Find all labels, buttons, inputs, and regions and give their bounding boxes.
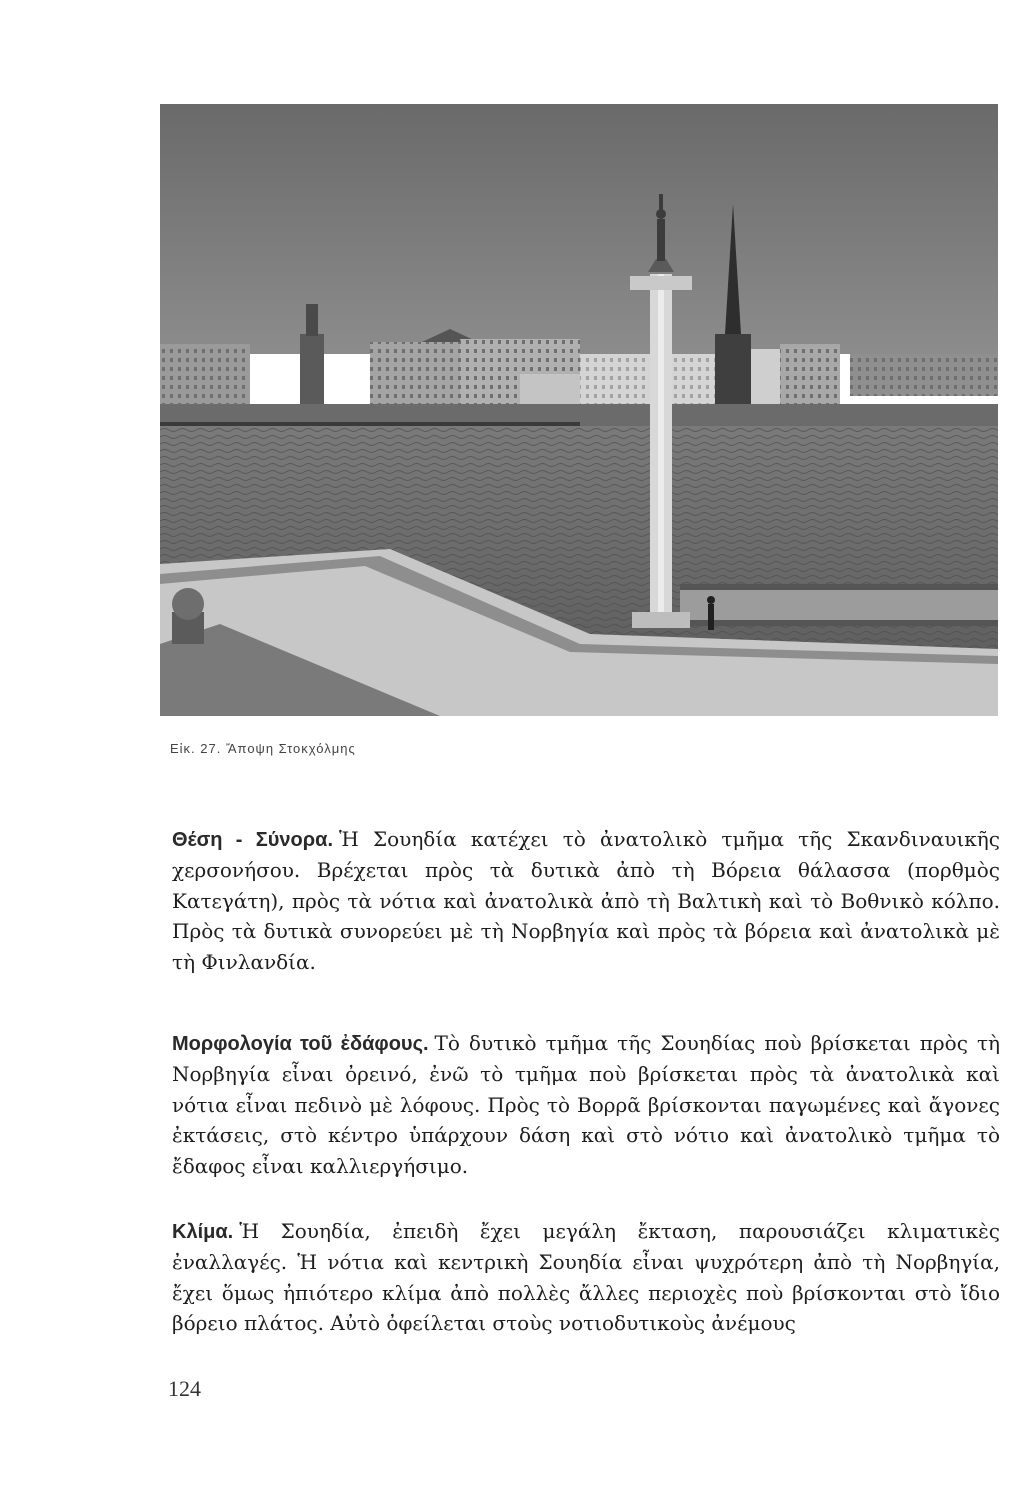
section-position-borders	[172, 824, 1000, 977]
page-number: 124	[168, 1376, 201, 1401]
section-heading: Κλίμα.	[172, 1221, 234, 1243]
stockholm-photo	[160, 104, 998, 716]
section-morphology	[172, 1028, 1000, 1181]
section-climate	[172, 1216, 1000, 1339]
section-text: Ἡ Σουηδία κατέχει τὸ ἀνατολικὸ τμῆμα τῆς Σκανδιναυικῆς χερσονήσου. Βρέχεται πρὸς τὰ δυτικὰ ἀπὸ τὴ Βόρεια θάλασσα (πορθμὸς Κατεγάτη), πρὸς τὰ νότια καὶ ἀνατολικὰ ἀπὸ τὴ Βαλτικὴ καὶ τὸ Βοθνικὸ κόλπο. Πρὸς τὰ δυτικὰ συνορεύει μὲ τὴ Νορβηγία καὶ πρὸς τὰ βόρεια καὶ ἀνατολικὰ μὲ τὴ Φινλανδία.	[172, 827, 1000, 974]
figure-caption: Εἰκ. 27. Ἄποψη Στοκχόλμης	[170, 741, 356, 756]
balustrade	[680, 584, 998, 626]
section-text: Τὸ δυτικὸ τμῆμα τῆς Σουηδίας ποὺ βρίσκεται πρὸς τὴ Νορβηγία εἶναι ὀρεινό, ἐνῶ τὸ τμῆμα ποὺ βρίσκεται πρὸς τὰ ἀνατολικὰ καὶ νότια εἶναι πεδινὸ μὲ λόφους. Πρὸς τὸ Βορρᾶ βρίσκονται παγωμένες καὶ ἄγονες ἐκτάσεις, στὸ κέντρο ὑπάρχουν δάση καὶ στὸ νότιο καὶ ἀνατολικὸ τμῆμα τὸ ἔδαφος εἶναι καλλιεργήσιμο.	[172, 1031, 1000, 1178]
section-text: Ἡ Σουηδία, ἐπειδὴ ἔχει μεγάλη ἔκταση, παρουσιάζει κλιματικὲς ἐναλλαγές. Ἡ νότια καὶ κεντρικὴ Σουηδία εἶναι ψυχρότερη ἀπὸ τὴ Νορβηγία, ἔχει ὅμως ἠπιότερο κλίμα ἀπὸ πολλὲς ἄλλες περιοχὲς ποὺ βρίσκονται στὸ ἴδιο βόρειο πλάτος. Αὐτὸ ὀφείλεται στοὺς νοτιοδυτικοὺς ἀνέμους	[172, 1219, 1000, 1336]
section-heading: Θέση - Σύνορα.	[172, 829, 334, 851]
section-heading: Μορφολογία τοῦ ἐδάφους.	[172, 1033, 429, 1055]
